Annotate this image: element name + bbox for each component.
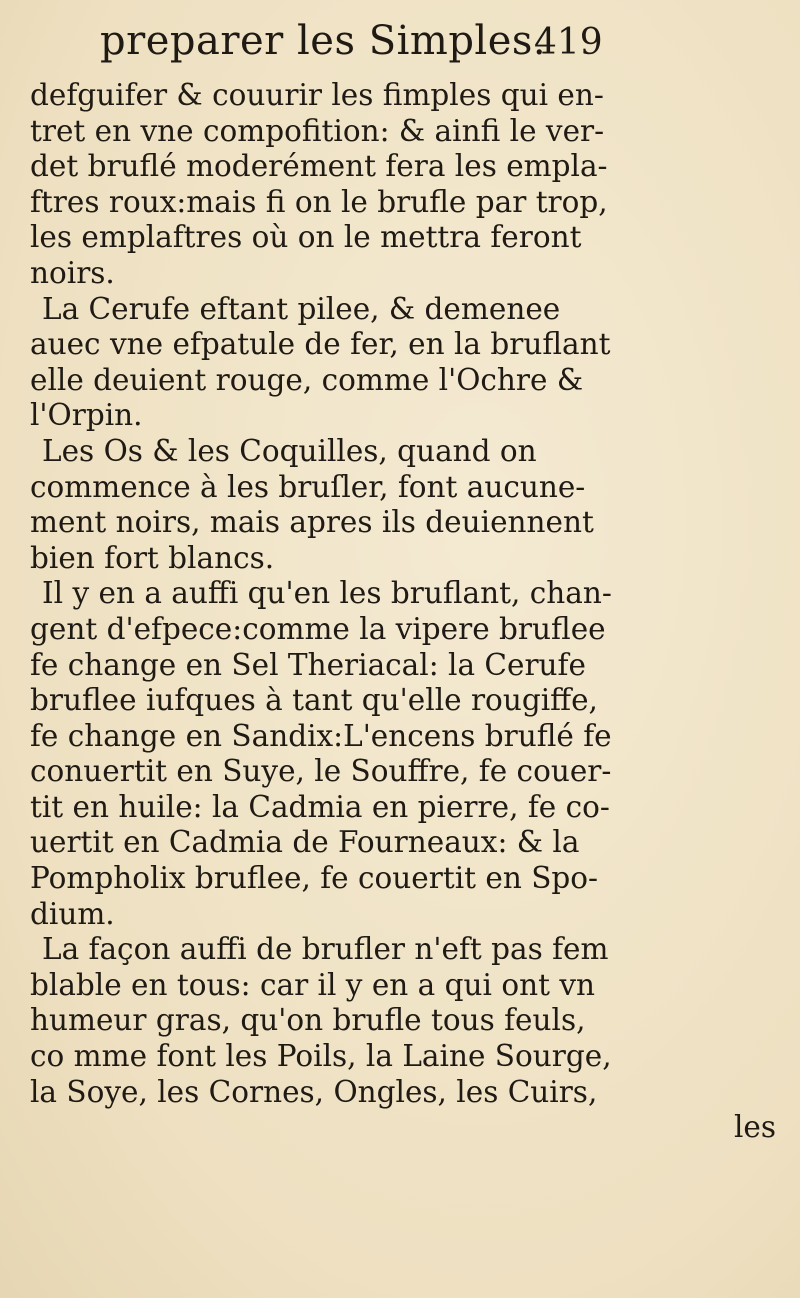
text-line: bien fort blancs. [30,540,275,575]
text-line: tit en huile: la Cadmia en pierre, fe co- [30,789,610,824]
text-line: Pompholix bruflee, fe couertit en Spo- [30,861,599,896]
text-line: tret en vne compofition: & ainfi le ver- [30,113,605,148]
text-line: blable en tous: car il y en a qui ont vn [30,967,595,1002]
text-line: humeur gras, qu'on brufle tous feuls, [30,1003,586,1038]
text-line: ftres roux:mais fi on le brufle par trop, [30,184,608,219]
text-line: auec vne efpatule de fer, en la bruflant [30,327,611,362]
paragraph-start-line: Les Os & les Coquilles, quand on [42,433,537,468]
text-line: l'Orpin. [30,398,143,433]
paragraph-start-line: La Cerufe eftant pilee, & demenee [42,291,561,326]
text-line: ment noirs, mais apres ils deuiennent [30,505,594,540]
page-header [0,14,800,74]
text-line: elle deuient rouge, comme l'Ochre & [30,362,584,397]
text-line: la Soye, les Cornes, Ongles, les Cuirs, [30,1074,598,1109]
text-line: dium. [30,896,115,931]
text-line: les emplaftres où on le mettra feront [30,220,582,255]
text-line: conuertit en Suye, le Souffre, fe couer- [30,754,612,789]
text-line: det bruflé moderément fera les empla- [30,149,608,184]
text-line: noirs. [30,255,115,290]
catchword: les [733,1110,776,1145]
text-line: defguifer & couurir les fimples qui en- [30,78,604,112]
paragraph-start-line: Il y en a auffi qu'en les bruflant, chan- [42,576,612,611]
paragraph-start-line: La façon auffi de brufler n'eft pas fem [42,932,609,967]
text-line: bruflee iufques à tant qu'elle rougiffe, [30,683,598,718]
text-line: fe change en Sandix:L'encens bruflé fe [30,718,612,753]
text-line: commence à les bruſler, font aucune- [30,469,586,504]
text-line: gent d'efpece:comme la vipere bruflee [30,611,606,646]
page-number: 419 [534,22,603,63]
text-line: co mme font les Poils, la Laine Sourge, [30,1039,612,1074]
text-line: fe change en Sel Theriacal: la Cerufe [30,647,586,682]
text-line: uertit en Cadmia de Fourneaux: & la [30,825,580,860]
running-title: preparer les Simples. [100,18,547,64]
body-text [30,78,790,1146]
